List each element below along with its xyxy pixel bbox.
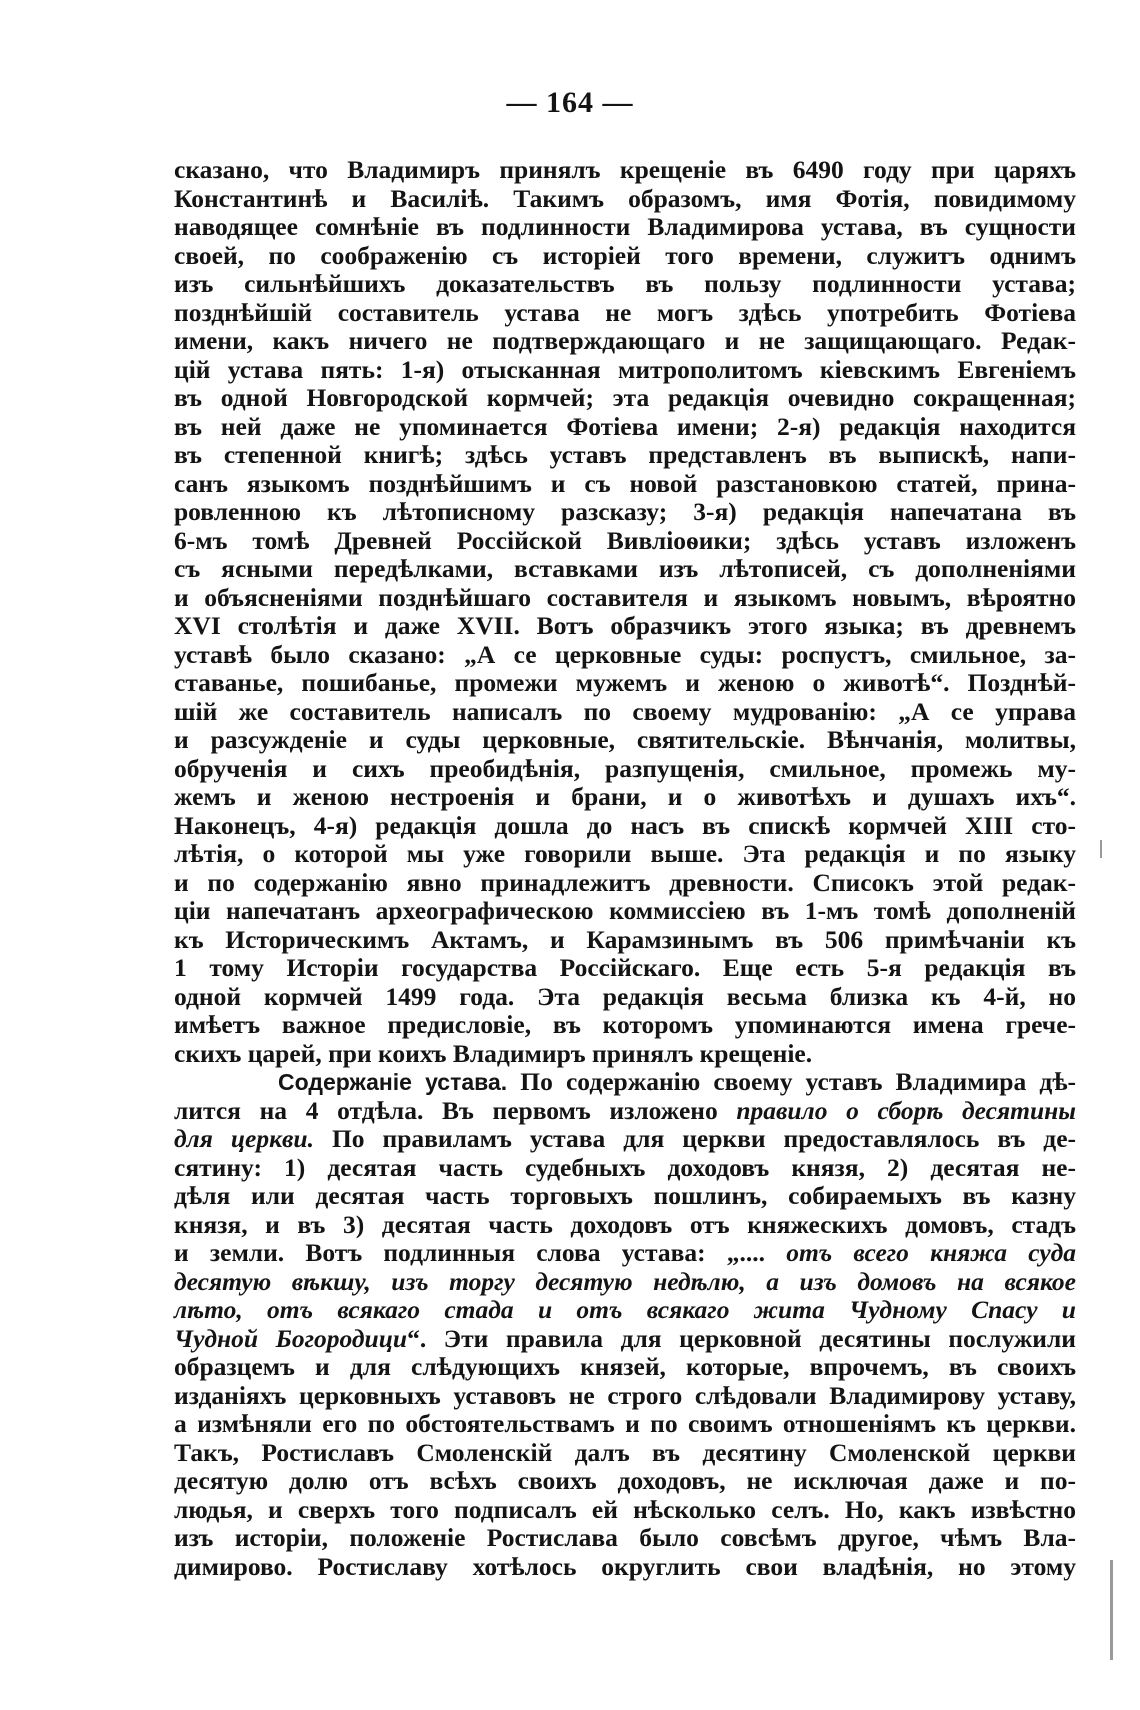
paragraph-2 xyxy=(174,1068,1076,1581)
page-number: — 164 — xyxy=(506,86,634,119)
paragraph-2-line: Такъ, Ростиславъ Смоленскій далъ въ десятину Смоленской церкви xyxy=(174,1437,1076,1467)
paragraph-1 xyxy=(174,156,1076,1068)
paragraph-1-line: своей, по соображенію съ исторіей того времени, служитъ однимъ xyxy=(174,240,1076,270)
paragraph-1-line: скихъ царей, при коихъ Владимиръ принялъ крещеніе. xyxy=(174,1038,813,1068)
paragraph-1-line: 6-мъ томѣ Древней Россійской Вивліоѳики; здѣсь уставъ изложенъ xyxy=(174,525,1076,555)
paragraph-1-line: ставанье, пошибанье, промежи мужемъ и женою о животѣ“. Позднѣй- xyxy=(174,668,1076,697)
paragraph-2-line: дѣля или десятая часть торговыхъ пошлинъ, собираемыхъ въ казну xyxy=(174,1181,1076,1210)
paragraph-1-line: 1 тому Исторіи государства Россійскаго. Еще есть 5-я редакція въ xyxy=(174,953,1076,982)
paragraph-1-line: жемъ и женою нестроенія и брани, и о животѣхъ и душахъ ихъ“. xyxy=(174,782,1076,811)
paragraph-1-line: ціи напечатанъ археографическою коммиссіею въ 1-мъ томѣ дополненій xyxy=(174,896,1076,925)
paragraph-1-line: Наконецъ, 4-я) редакція дошла до насъ въ спискѣ кормчей XIII сто- xyxy=(174,810,1076,840)
paragraph-1-line: сказано, что Владимиръ принялъ крещеніе въ 6490 году при царяхъ xyxy=(174,155,1076,184)
paragraph-1-line: цій устава пять: 1-я) отысканная митрополитомъ кіевскимъ Евгеніемъ xyxy=(174,354,1076,384)
italic-quote-line: десятую вѣкшу, изъ торгу десятую недѣлю, а изъ домовъ на всякое xyxy=(174,1266,1076,1296)
body-text xyxy=(174,156,1076,1581)
paragraph-2-line: изданіяхъ церковныхъ уставовъ не строго слѣдовали Владимирову уставу, xyxy=(174,1380,1076,1410)
paragraph-1-line: въ одной Новгородской кормчей; эта редакція очевидно сокращенная; xyxy=(174,383,1076,412)
paragraph-1-line: XVI столѣтія и даже XVII. Вотъ образчикъ этого языка; въ древнемъ xyxy=(174,611,1076,640)
paragraph-1-line: уставѣ было сказано: „А се церковные суды: роспустъ, смильное, за- xyxy=(174,639,1076,669)
paragraph-1-line: имѣетъ важное предисловіе, въ которомъ упоминаются имена грече- xyxy=(174,1010,1076,1039)
paragraph-1-line: въ степенной книгѣ; здѣсь уставъ представленъ въ выпискѣ, напи- xyxy=(174,440,1076,469)
paragraph-2-line: димирово. Ростиславу хотѣлось округлить свои владѣнія, но этому xyxy=(174,1551,1076,1581)
paragraph-1-line: ровленною къ лѣтописному разсказу; 3-я) редакція напечатана въ xyxy=(174,497,1076,526)
paragraph-1-line: санъ языкомъ позднѣйшимъ и съ новой разстановкою статей, прина- xyxy=(174,468,1076,498)
paragraph-2-line: образцемъ и для слѣдующихъ князей, которые, впрочемъ, въ своихъ xyxy=(174,1352,1076,1381)
paragraph-2-line: сятину: 1) десятая часть судебныхъ доходовъ князя, 2) десятая не- xyxy=(174,1152,1076,1182)
paragraph-2-line: Содержаніе устава. По содержанію своему уставъ Владимира дѣ- xyxy=(278,1067,1077,1096)
italic-quote: отъ всего княжа суда xyxy=(786,1238,1076,1267)
paragraph-1-line: изъ сильнѣйшихъ доказательствъ въ пользу подлинности устава; xyxy=(174,269,1076,298)
paragraph-2-continuation xyxy=(174,1353,1076,1581)
paragraph-2-line: и земли. Вотъ подлинныя слова устава: „.... отъ всего княжа суда xyxy=(174,1238,1076,1267)
paragraph-1-line: съ ясными передѣлками, вставками изъ лѣтописей, съ дополненіями xyxy=(174,554,1076,583)
paragraph-2-line: лится на 4 отдѣла. Въ первомъ изложено правило о сборѣ десятины xyxy=(174,1095,1076,1125)
paragraph-2-line: десятую долю отъ всѣхъ своихъ доходовъ, не исключая даже и по- xyxy=(174,1466,1076,1495)
paragraph-1-line: и разсужденіе и суды церковные, святительскіе. Вѣнчанія, молитвы, xyxy=(174,725,1076,754)
scan-mark xyxy=(1110,1560,1113,1660)
paragraph-1-line: и объясненіями позднѣйшаго составителя и языкомъ новымъ, вѣроятно xyxy=(174,582,1076,612)
italic-quote: для церкви. xyxy=(174,1124,314,1153)
paragraph-2-line: а измѣняли его по обстоятельствамъ и по своимъ отношеніямъ къ церкви. xyxy=(174,1409,1076,1438)
paragraph-1-line: въ ней даже не упоминается Фотіева имени; 2-я) редакція находится xyxy=(174,411,1076,441)
italic-quote-line: лѣто, отъ всякаго стада и отъ всякаго жита Чудному Спасу и xyxy=(174,1295,1076,1324)
paragraph-2-line: князя, и въ 3) десятая часть доходовъ отъ княжескихъ домовъ, стадъ xyxy=(174,1209,1076,1239)
paragraph-1-line: шій же составитель написалъ по своему мудрованію: „А се управа xyxy=(174,696,1076,726)
paragraph-2-line: для церкви. По правиламъ устава для церкви предоставлялось въ де- xyxy=(174,1124,1077,1153)
paragraph-1-line: одной кормчей 1499 года. Эта редакція весьма близка къ 4-й, но xyxy=(174,981,1076,1011)
paragraph-1-line: имени, какъ ничего не подтверждающаго и не защищающаго. Редак- xyxy=(174,326,1076,355)
scan-mark xyxy=(1100,840,1102,858)
paragraph-1-line: Константинѣ и Василіѣ. Такимъ образомъ, имя Фотія, повидимому xyxy=(174,183,1076,213)
italic-quote: Чудной Богородици xyxy=(174,1323,408,1353)
paragraph-2-line: изъ исторіи, положеніе Ростислава было совсѣмъ другое, чѣмъ Вла- xyxy=(174,1523,1076,1552)
paragraph-1-line: и по содержанію явно принадлежитъ древности. Списокъ этой редак- xyxy=(174,867,1076,897)
paragraph-2-line: людья, и сверхъ того подписалъ ей нѣсколько селъ. Но, какъ извѣстно xyxy=(174,1494,1076,1524)
italic-quote: правило о сборѣ десятины xyxy=(736,1095,1076,1125)
paragraph-1-line: наводящее сомнѣніе въ подлинности Владимирова устава, въ сущности xyxy=(174,212,1076,241)
paragraph-1-line: лѣтія, о которой мы уже говорили выше. Эта редакція и по языку xyxy=(174,839,1076,868)
paragraph-1-line: позднѣйшій составитель устава не могъ здѣсь употребить Фотіева xyxy=(174,297,1076,327)
paragraph-2-line: Чудной Богородици“. Эти правила для церковной десятины послужили xyxy=(174,1323,1077,1353)
paragraph-1-line: къ Историческимъ Актамъ, и Карамзинымъ въ 506 примѣчаніи къ xyxy=(174,924,1076,954)
paragraph-1-line: обрученія и сихъ преобидѣнія, разпущенія, смильное, промежь му- xyxy=(174,753,1076,783)
section-heading: Содержаніе устава. xyxy=(278,1069,508,1095)
